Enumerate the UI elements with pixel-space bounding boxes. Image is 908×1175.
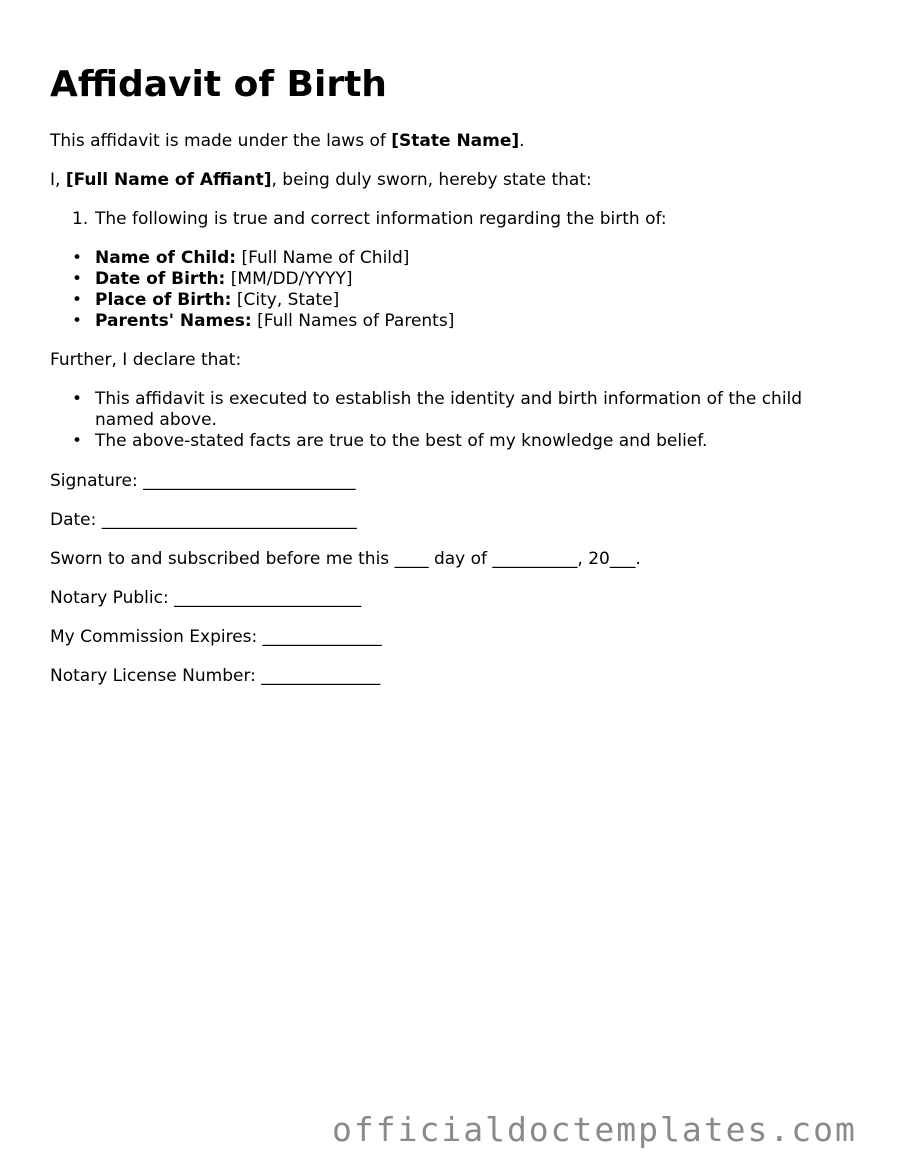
date-of-birth-label: Date of Birth: <box>95 269 226 289</box>
child-name-label: Name of Child: <box>95 248 237 268</box>
commission-expires-line: My Commission Expires: ______________ <box>50 627 382 647</box>
declaration-item <box>50 431 835 452</box>
intro-paragraph <box>50 131 525 152</box>
further-paragraph: Further, I declare that: <box>50 350 242 370</box>
child-name-item <box>50 248 454 269</box>
place-of-birth-label: Place of Birth: <box>95 290 232 310</box>
list-number: 1. <box>72 209 89 229</box>
sworn-line: Sworn to and subscribed before me this ____ day of __________, 20___. <box>50 549 641 569</box>
place-of-birth-item <box>50 290 454 311</box>
parents-names-value: [Full Names of Parents] <box>251 311 455 331</box>
bullet: • <box>72 431 83 451</box>
intro-prefix: This affidavit is made under the laws of <box>50 131 392 151</box>
list-item-text: The following is true and correct information regarding the birth of: <box>95 209 667 229</box>
parents-names-label: Parents' Names: <box>95 311 252 331</box>
date-of-birth-value: [MM/DD/YYYY] <box>225 269 353 289</box>
affiant-prefix: I, <box>50 170 66 190</box>
child-details-list <box>50 248 454 332</box>
declaration-item <box>50 389 835 431</box>
parents-names-item <box>50 311 454 332</box>
declaration-text: This affidavit is executed to establish the identity and birth information of the child named above. <box>95 389 803 430</box>
affiant-name-placeholder: [Full Name of Affiant] <box>65 170 272 190</box>
place-of-birth-value: [City, State] <box>231 290 340 310</box>
affiant-suffix: , being duly sworn, hereby state that: <box>271 170 592 190</box>
numbered-list-item <box>50 209 667 230</box>
bullet: • <box>72 389 83 409</box>
signature-line: Signature: _________________________ <box>50 471 356 491</box>
date-line: Date: ______________________________ <box>50 510 357 530</box>
bullet: • <box>72 290 83 310</box>
declaration-text: The above-stated facts are true to the best of my knowledge and belief. <box>95 431 708 451</box>
numbered-list <box>50 209 667 230</box>
document-title: Affidavit of Birth <box>50 64 387 105</box>
intro-suffix: . <box>519 131 525 151</box>
state-name-placeholder: [State Name] <box>391 131 520 151</box>
notary-license-line: Notary License Number: ______________ <box>50 666 381 686</box>
bullet: • <box>72 311 83 331</box>
notary-public-line: Notary Public: ______________________ <box>50 588 362 608</box>
bullet: • <box>72 269 83 289</box>
child-name-value: [Full Name of Child] <box>236 248 410 268</box>
watermark-text: officialdoctemplates.com <box>332 1110 857 1149</box>
date-of-birth-item <box>50 269 454 290</box>
affiant-paragraph <box>50 170 592 191</box>
bullet: • <box>72 248 83 268</box>
declarations-list <box>50 389 835 452</box>
